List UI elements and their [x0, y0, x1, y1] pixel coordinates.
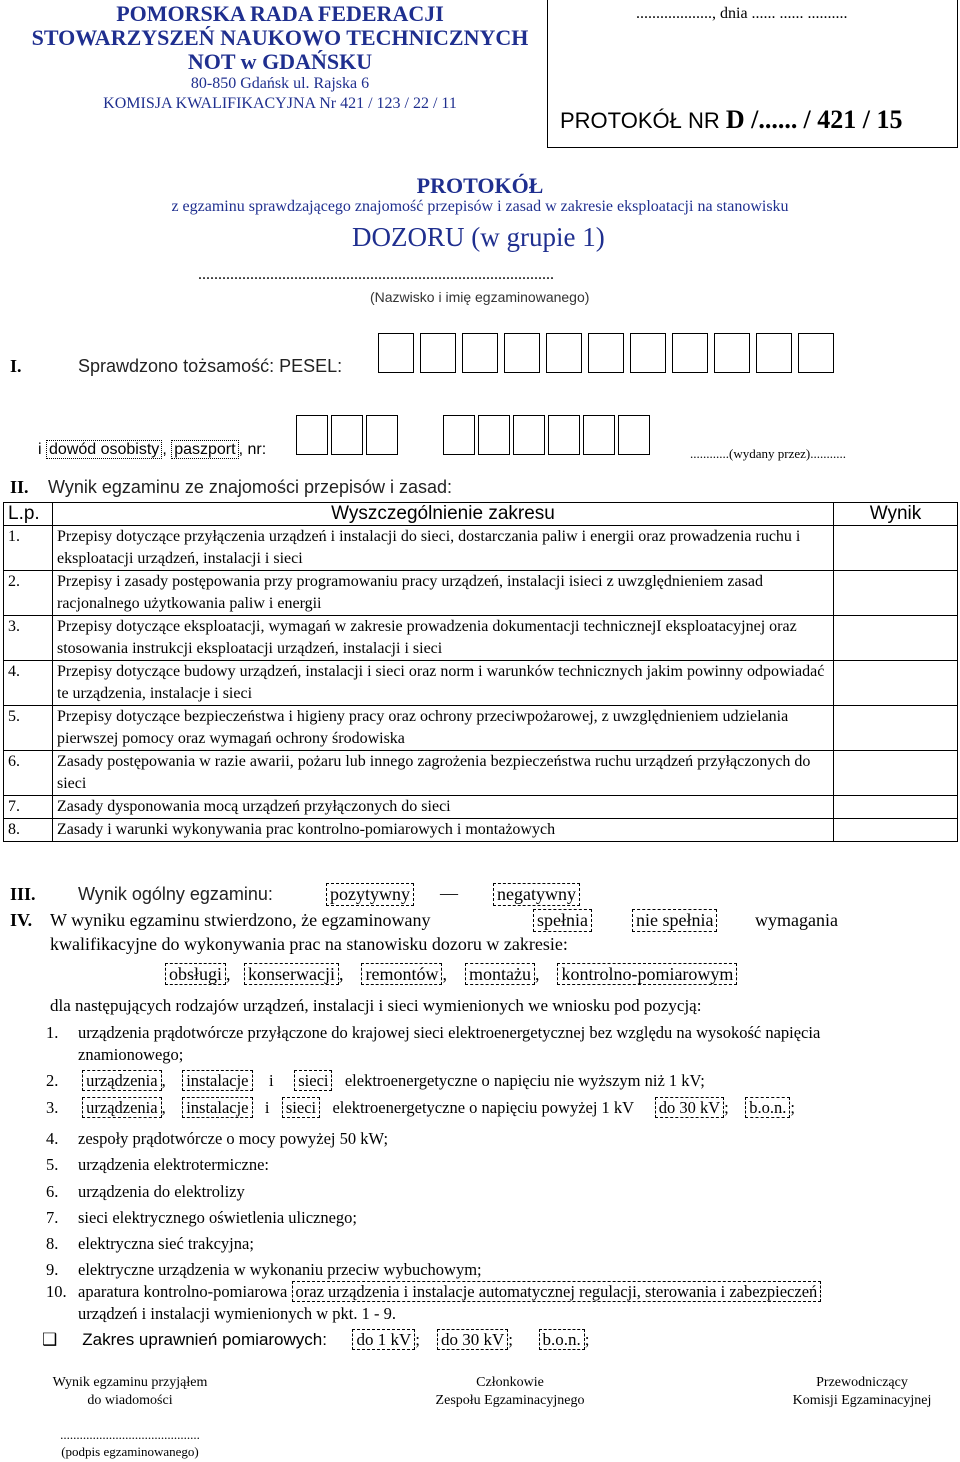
i3-devices[interactable]: urządzenia [82, 1097, 161, 1118]
org-address: 80-850 Gdańsk ul. Rajska 6 [190, 75, 370, 92]
protocol-prefix: PROTOKÓŁ NR [560, 108, 720, 133]
protocol-number-line [560, 105, 902, 135]
id-number-boxes [443, 415, 653, 460]
row-result-cell[interactable] [834, 751, 958, 796]
device-item-1-cont: znamionowego; [78, 1045, 184, 1064]
scope-operation[interactable]: obsługi [165, 963, 226, 985]
pesel-digit-box[interactable] [420, 333, 456, 373]
signature-left: Wynik egzaminu przyjąłem do wiadomości [52, 1375, 208, 1408]
row-result-cell[interactable] [834, 706, 958, 751]
id-number-box[interactable] [513, 415, 545, 455]
org-line2: STOWARZYSZEŃ NAUKOWO TECHNICZNYCH [31, 25, 529, 50]
i3-networks[interactable]: sieci [282, 1097, 320, 1118]
id-suffix: , nr: [238, 441, 267, 458]
device-item-8: 8. elektryczna sieć trakcyjna; [46, 1234, 254, 1254]
col-description: Wyszczególnienie zakresu [53, 503, 834, 526]
pesel-digit-box[interactable] [630, 333, 666, 373]
id-number-box[interactable] [443, 415, 475, 455]
qualification-line: kwalifikacyjne do wykonywania prac na stanowisku dozoru w zakresie: [50, 934, 568, 954]
row-description: Przepisy dotyczące bezpieczeństwa i higieny pracy oraz ochrony przeciwpożarowej, z uwzględnieniem udzielania pierwszej pomocy oraz wymagań ochrony środowiska [53, 706, 834, 751]
measure-up-to-30kv[interactable]: do 30 kV [437, 1329, 508, 1350]
device-item-1: 1. urządzenia prądotwórcze przyłączone do krajowej sieci elektroenergetycznej bez względu na wysokość napięcia [46, 1023, 821, 1042]
i3-installations[interactable]: instalacje [182, 1097, 252, 1118]
table-row [4, 751, 958, 796]
id-document-line: i dowód osobisty , paszport , nr: [38, 441, 267, 458]
org-line3: NOT w GDAŃSKU [187, 49, 373, 74]
pesel-digit-box[interactable] [504, 333, 540, 373]
row-description: Zasady i warunki wykonywania prac kontrolno-pomiarowych i montażowych [53, 819, 834, 842]
pesel-digit-box[interactable] [588, 333, 624, 373]
device-item-10: 10. aparatura kontrolno-pomiarowa oraz urządzenia i instalacje automatycznej regulacji, sterowania i zabezpieczeń urządzeń i instalacji wymienionych w pkt. 1 - 9. [46, 1281, 821, 1325]
i2-installations[interactable]: instalacje [182, 1070, 252, 1091]
id-number-box[interactable] [548, 415, 580, 455]
protocol-number-box [547, 0, 958, 148]
option-passport[interactable]: paszport [171, 440, 238, 459]
pesel-digit-box[interactable] [798, 333, 834, 373]
row-result-cell[interactable] [834, 819, 958, 842]
pesel-digit-box[interactable] [378, 333, 414, 373]
scope-maintenance[interactable]: konserwacji [244, 963, 339, 985]
option-not-meets[interactable]: nie spełnia [632, 909, 717, 932]
device-item-5: 5. urządzenia elektrotermiczne: [46, 1155, 270, 1175]
pesel-boxes [378, 333, 840, 378]
table-row [4, 661, 958, 706]
section-3-label: Wynik ogólny egzaminu: [78, 884, 273, 904]
table-row [4, 796, 958, 819]
row-description: Zasady postępowania w razie awarii, pożaru lub innego zagrożenia bezpieczeństwa ruchu urządzeń przyłączonych do sieci [53, 751, 834, 796]
device-item-4: 4. zespoły prądotwórcze o mocy powyżej 50 kW; [46, 1129, 389, 1148]
document-subtitle: z egzaminu sprawdzającego znajomość przepisów i zasad w zakresie eksploatacji na stanowisku [171, 198, 789, 215]
row-result-cell[interactable] [834, 571, 958, 616]
protocol-number-b: ... [777, 105, 798, 134]
col-result: Wynik [834, 503, 958, 526]
row-number: 7. [4, 796, 53, 819]
scope-options: obsługi , konserwacji , remontów , montażu , kontrolno-pomiarowym [165, 964, 737, 985]
pesel-digit-box[interactable] [546, 333, 582, 373]
device-item-6: 6. urządzenia do elektrolizy [46, 1181, 245, 1201]
id-series-box[interactable] [331, 415, 363, 455]
pesel-digit-box[interactable] [672, 333, 708, 373]
table-row [4, 571, 958, 616]
name-caption: (Nazwisko i imię egzaminowanego) [370, 289, 590, 305]
signature-middle: Członkowie Zespołu Egzaminacyjnego [435, 1375, 585, 1408]
scope-control-measurement[interactable]: kontrolno-pomiarowym [557, 963, 737, 985]
organization-header [0, 2, 560, 114]
option-id-card[interactable]: dowód osobisty [46, 440, 162, 459]
option-negative[interactable]: negatywny [493, 883, 580, 906]
device-types-line: dla następujących rodzajów urządzeń, instalacji i sieci wymienionych we wniosku pod pozycją: [50, 996, 702, 1015]
id-number-box[interactable] [478, 415, 510, 455]
col-lp: L.p. [4, 503, 53, 526]
i3-up-to-30kv[interactable]: do 30 kV [655, 1097, 724, 1118]
section-1-number: I. [10, 356, 22, 376]
device-item-3: 3. urządzenia , instalacje i sieci elektroenergetyczne o napięciu powyżej 1 kV do 30 kV ; b.o.n. ; [46, 1098, 795, 1117]
device-item-9: 9. elektryczne urządzenia w wykonaniu przeciw wybuchowym; [46, 1260, 482, 1280]
row-description: Przepisy dotyczące przyłączenia urządzeń i instalacji do sieci, dostarczania paliw i energii oraz prowadzenia ruchu i eksploatacji urządzeń, instalacji i sieci [53, 526, 834, 571]
org-commission: KOMISJA KWALIFIKACYJNA Nr 421 / 123 / 22 / 11 [103, 95, 457, 112]
pesel-digit-box[interactable] [714, 333, 750, 373]
id-number-box[interactable] [583, 415, 615, 455]
row-number: 8. [4, 819, 53, 842]
section-3-number: III. [10, 884, 36, 904]
row-description: Przepisy dotyczące eksploatacji, wymagań w zakresie prowadzenia dokumentacji technicznejI eksploatacyjnej oraz stosowania instrukcji eksploatacji urządzeń, instalacji i sieci [53, 616, 834, 661]
results-table [3, 502, 958, 842]
i10-automation-option[interactable]: oraz urządzenia i instalacje automatycznej regulacji, sterowania i zabezpieczeń [292, 1281, 822, 1302]
measure-up-to-1kv[interactable]: do 1 kV [352, 1329, 415, 1350]
results-header-row [4, 503, 958, 526]
device-list [46, 1022, 820, 1066]
i2-networks[interactable]: sieci [294, 1070, 332, 1091]
measurement-scope-line: ❑ Zakres uprawnień pomiarowych: do 1 kV ; do 30 kV ; b.o.n. ; [42, 1330, 590, 1349]
id-series-box[interactable] [366, 415, 398, 455]
measure-bon[interactable]: b.o.n. [539, 1329, 585, 1350]
result-dash: — [440, 883, 458, 903]
device-item-2: 2. urządzenia , instalacje i sieci elektroenergetyczne o napięciu nie wyższym niż 1 kV; [46, 1071, 705, 1090]
section-2-label: Wynik egzaminu ze znajomości przepisów i zasad: [48, 477, 453, 497]
table-row [4, 616, 958, 661]
signature-examinee: ........................................... (podpis egzaminowanego) [60, 1427, 200, 1459]
org-line1: POMORSKA RADA FEDERACJI [116, 1, 444, 26]
document-title: PROTOKÓŁ [416, 173, 544, 198]
protocol-number-c: / 421 / 15 [803, 105, 903, 134]
device-item-7: 7. sieci elektrycznego oświetlenia ulicznego; [46, 1207, 358, 1227]
row-number: 6. [4, 751, 53, 796]
pesel-label: Sprawdzono tożsamość: PESEL: [78, 356, 343, 376]
pesel-digit-box[interactable] [756, 333, 792, 373]
row-description: Przepisy dotyczące budowy urządzeń, instalacji i sieci oraz norm i warunków technicznych jakim powinny odpowiadać te urządzenia, instalacje i sieci [53, 661, 834, 706]
table-row [4, 819, 958, 842]
row-result-cell[interactable] [834, 796, 958, 819]
row-result-cell[interactable] [834, 616, 958, 661]
id-series-boxes [296, 415, 401, 460]
pesel-digit-box[interactable] [462, 333, 498, 373]
name-dots: ......................................................................................... [198, 266, 554, 283]
issued-by: ............(wydany przez)........... [690, 446, 846, 461]
id-number-box[interactable] [618, 415, 650, 455]
row-number: 5. [4, 706, 53, 751]
row-number: 3. [4, 616, 53, 661]
row-result-cell[interactable] [834, 526, 958, 571]
id-prefix: i [38, 441, 42, 458]
scope-assembly[interactable]: montażu [465, 963, 535, 985]
i2-devices[interactable]: urządzenia [82, 1070, 161, 1091]
row-description: Przepisy i zasady postępowania przy programowaniu pracy urządzeń, instalacji isieci z uwzględnieniem zasad racjonalnego użytkowania paliw i energii [53, 571, 834, 616]
section-4-label: W wyniku egzaminu stwierdzono, że egzaminowany [50, 910, 431, 930]
id-series-box[interactable] [296, 415, 328, 455]
date-line: ..................., dnia ...... ...... .......... [636, 5, 848, 22]
i3-bon[interactable]: b.o.n. [745, 1097, 790, 1118]
row-number: 2. [4, 571, 53, 616]
row-result-cell[interactable] [834, 661, 958, 706]
row-number: 4. [4, 661, 53, 706]
option-positive[interactable]: pozytywny [326, 883, 414, 906]
row-number: 1. [4, 526, 53, 571]
section-2-number: II. [10, 477, 29, 497]
device-list-rest [46, 1126, 482, 1284]
scope-repairs[interactable]: remontów [361, 963, 442, 985]
table-row [4, 526, 958, 571]
protocol-number-a: D /... [725, 105, 778, 134]
requirements-word: wymagania [755, 910, 838, 930]
row-description: Zasady dysponowania mocą urządzeń przyłączonych do sieci [53, 796, 834, 819]
position-title: DOZORU (w grupie 1) [352, 222, 605, 252]
signature-right: Przewodniczący Komisji Egzaminacyjnej [792, 1375, 932, 1408]
table-row [4, 706, 958, 751]
checkbox-icon[interactable]: ❑ [42, 1330, 58, 1349]
option-meets[interactable]: spełnia [533, 909, 592, 932]
section-4-number: IV. [10, 910, 33, 930]
